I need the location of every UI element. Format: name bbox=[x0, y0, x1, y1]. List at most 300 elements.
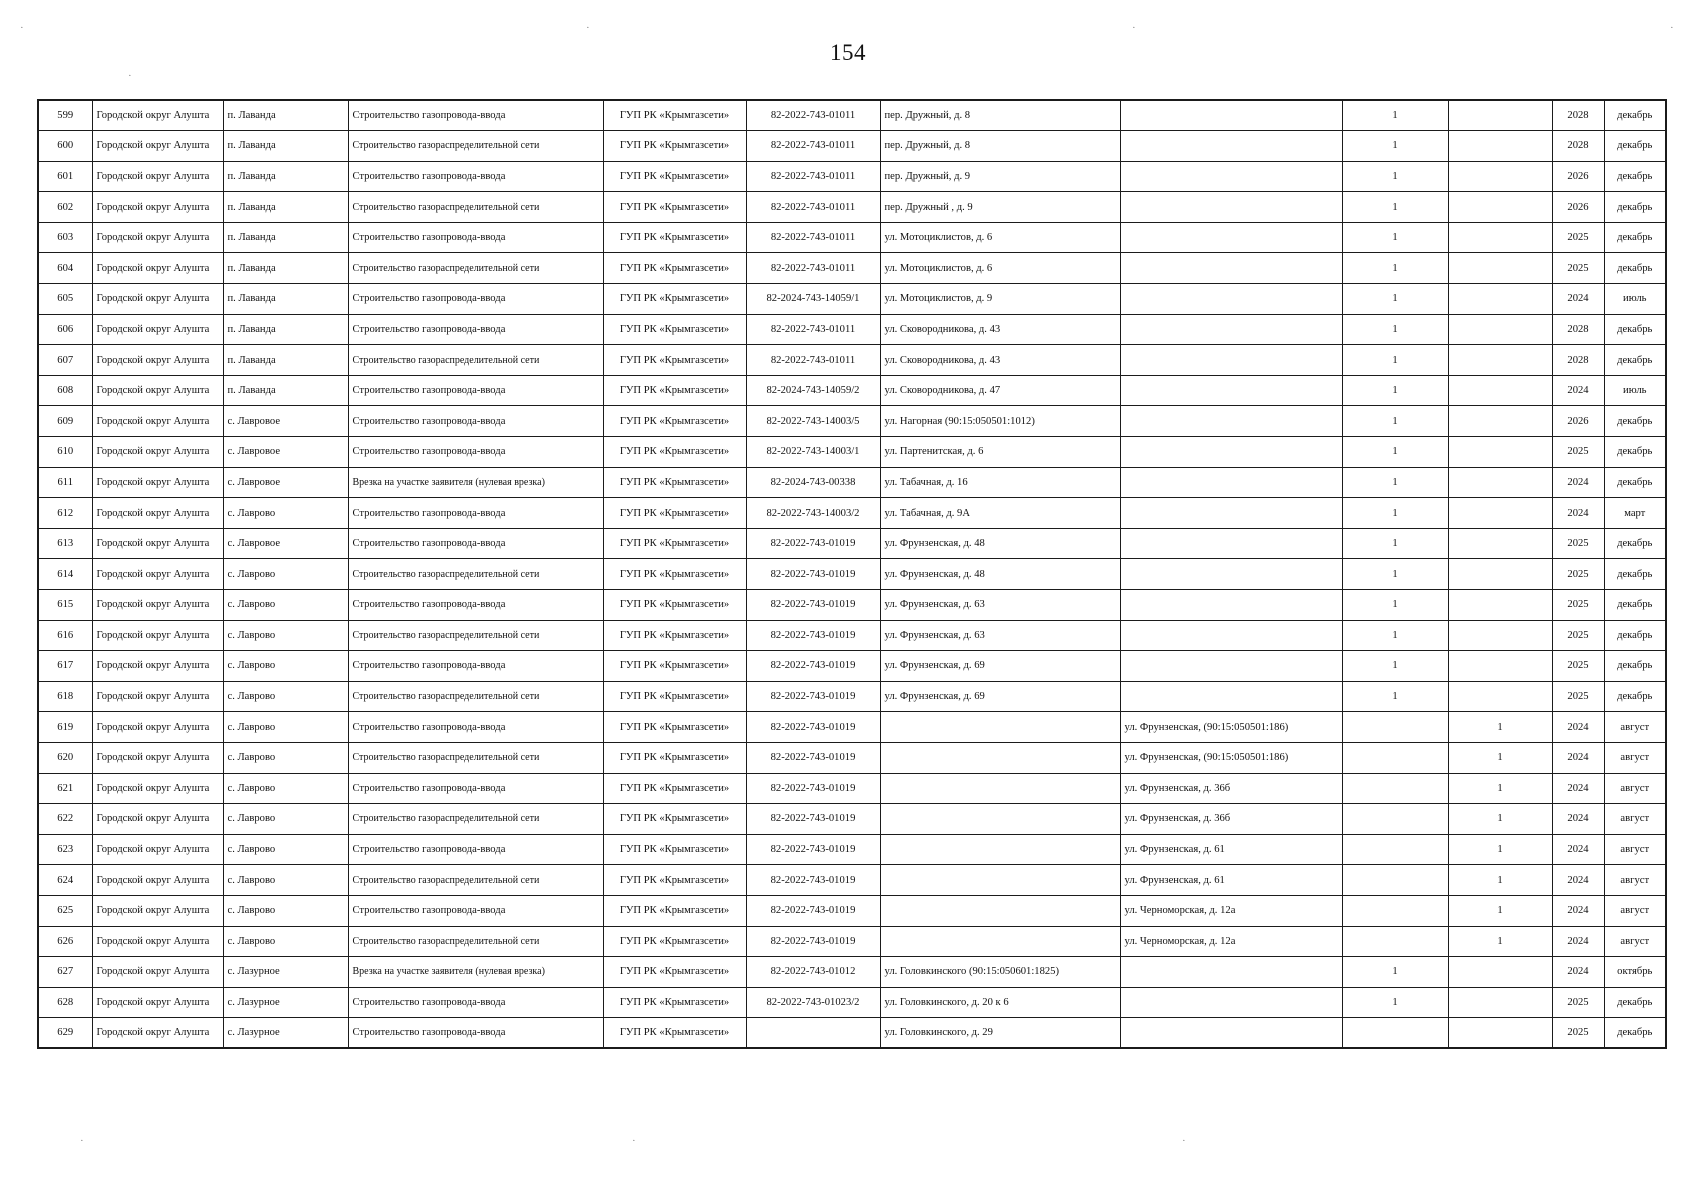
object-address-alt-cell: ул. Фрунзенская, д. 61 bbox=[1120, 834, 1342, 865]
quantity-cell: 1 bbox=[1342, 528, 1448, 559]
gas-operator-cell: ГУП РК «Крымгазсети» bbox=[603, 192, 746, 223]
application-number-cell bbox=[746, 1018, 880, 1049]
quantity-cell bbox=[1342, 712, 1448, 743]
work-type-cell: Строительство газопровода-ввода bbox=[348, 314, 603, 345]
quantity-cell: 1 bbox=[1342, 314, 1448, 345]
month-cell: декабрь bbox=[1604, 192, 1666, 223]
application-number-cell: 82-2022-743-01019 bbox=[746, 804, 880, 835]
district-cell: Городской округ Алушта bbox=[92, 590, 223, 621]
row-number-cell: 615 bbox=[38, 590, 92, 621]
gas-operator-cell: ГУП РК «Крымгазсети» bbox=[603, 957, 746, 988]
settlement-cell: п. Лаванда bbox=[223, 222, 348, 253]
work-type-cell: Строительство газопровода-ввода bbox=[348, 437, 603, 468]
year-cell: 2025 bbox=[1552, 651, 1604, 682]
scan-speck: · bbox=[1670, 22, 1674, 34]
table-row bbox=[38, 620, 1666, 651]
settlement-cell: с. Лавровое bbox=[223, 437, 348, 468]
work-type-cell: Строительство газопровода-ввода bbox=[348, 834, 603, 865]
month-cell: декабрь bbox=[1604, 406, 1666, 437]
table-row bbox=[38, 161, 1666, 192]
table-row bbox=[38, 804, 1666, 835]
gas-operator-cell: ГУП РК «Крымгазсети» bbox=[603, 100, 746, 131]
year-cell: 2028 bbox=[1552, 131, 1604, 162]
quantity-cell: 1 bbox=[1342, 222, 1448, 253]
year-cell: 2024 bbox=[1552, 804, 1604, 835]
district-cell: Городской округ Алушта bbox=[92, 559, 223, 590]
month-cell: декабрь bbox=[1604, 467, 1666, 498]
month-cell: декабрь bbox=[1604, 314, 1666, 345]
object-address-cell: пер. Дружный, д. 8 bbox=[880, 100, 1120, 131]
quantity-alt-cell: 1 bbox=[1448, 804, 1552, 835]
gas-operator-cell: ГУП РК «Крымгазсети» bbox=[603, 284, 746, 315]
quantity-cell bbox=[1342, 1018, 1448, 1049]
object-address-cell: пер. Дружный, д. 8 bbox=[880, 131, 1120, 162]
quantity-alt-cell: 1 bbox=[1448, 865, 1552, 896]
gas-operator-cell: ГУП РК «Крымгазсети» bbox=[603, 222, 746, 253]
district-cell: Городской округ Алушта bbox=[92, 253, 223, 284]
object-address-cell: ул. Партенитская, д. 6 bbox=[880, 437, 1120, 468]
settlement-cell: с. Лазурное bbox=[223, 987, 348, 1018]
object-address-cell: ул. Нагорная (90:15:050501:1012) bbox=[880, 406, 1120, 437]
quantity-alt-cell bbox=[1448, 284, 1552, 315]
object-address-alt-cell: ул. Фрунзенская, (90:15:050501:186) bbox=[1120, 742, 1342, 773]
quantity-cell bbox=[1342, 834, 1448, 865]
object-address-alt-cell: ул. Фрунзенская, д. 36б bbox=[1120, 773, 1342, 804]
application-number-cell: 82-2022-743-14003/1 bbox=[746, 437, 880, 468]
gas-operator-cell: ГУП РК «Крымгазсети» bbox=[603, 681, 746, 712]
year-cell: 2024 bbox=[1552, 865, 1604, 896]
year-cell: 2028 bbox=[1552, 100, 1604, 131]
district-cell: Городской округ Алушта bbox=[92, 681, 223, 712]
district-cell: Городской округ Алушта bbox=[92, 192, 223, 223]
settlement-cell: с. Лаврово bbox=[223, 865, 348, 896]
object-address-cell: ул. Фрунзенская, д. 69 bbox=[880, 681, 1120, 712]
row-number-cell: 625 bbox=[38, 895, 92, 926]
application-number-cell: 82-2022-743-01011 bbox=[746, 314, 880, 345]
work-type-cell: Строительство газопровода-ввода bbox=[348, 987, 603, 1018]
object-address-alt-cell bbox=[1120, 100, 1342, 131]
scan-speck: · bbox=[80, 1135, 84, 1147]
settlement-cell: п. Лаванда bbox=[223, 161, 348, 192]
gas-operator-cell: ГУП РК «Крымгазсети» bbox=[603, 804, 746, 835]
application-number-cell: 82-2022-743-01019 bbox=[746, 834, 880, 865]
row-number-cell: 609 bbox=[38, 406, 92, 437]
object-address-cell: ул. Сковородникова, д. 43 bbox=[880, 314, 1120, 345]
gas-operator-cell: ГУП РК «Крымгазсети» bbox=[603, 1018, 746, 1049]
quantity-alt-cell bbox=[1448, 253, 1552, 284]
district-cell: Городской округ Алушта bbox=[92, 895, 223, 926]
application-number-cell: 82-2022-743-01019 bbox=[746, 773, 880, 804]
row-number-cell: 612 bbox=[38, 498, 92, 529]
scan-speck: · bbox=[20, 22, 24, 34]
object-address-cell bbox=[880, 773, 1120, 804]
application-number-cell: 82-2022-743-01019 bbox=[746, 651, 880, 682]
object-address-cell: ул. Табачная, д. 9А bbox=[880, 498, 1120, 529]
quantity-alt-cell bbox=[1448, 987, 1552, 1018]
gas-operator-cell: ГУП РК «Крымгазсети» bbox=[603, 620, 746, 651]
object-address-cell bbox=[880, 742, 1120, 773]
work-type-cell: Строительство газораспределительной сети bbox=[348, 926, 603, 957]
application-number-cell: 82-2022-743-14003/5 bbox=[746, 406, 880, 437]
object-address-cell: ул. Фрунзенская, д. 48 bbox=[880, 528, 1120, 559]
year-cell: 2025 bbox=[1552, 437, 1604, 468]
quantity-alt-cell bbox=[1448, 437, 1552, 468]
table-row bbox=[38, 222, 1666, 253]
application-number-cell: 82-2022-743-01011 bbox=[746, 253, 880, 284]
year-cell: 2028 bbox=[1552, 345, 1604, 376]
object-address-alt-cell bbox=[1120, 161, 1342, 192]
year-cell: 2024 bbox=[1552, 712, 1604, 743]
year-cell: 2028 bbox=[1552, 314, 1604, 345]
application-number-cell: 82-2022-743-01019 bbox=[746, 559, 880, 590]
table-row bbox=[38, 865, 1666, 896]
work-type-cell: Строительство газопровода-ввода bbox=[348, 222, 603, 253]
row-number-cell: 601 bbox=[38, 161, 92, 192]
object-address-cell: пер. Дружный, д. 9 bbox=[880, 161, 1120, 192]
gas-operator-cell: ГУП РК «Крымгазсети» bbox=[603, 498, 746, 529]
settlement-cell: с. Лаврово bbox=[223, 773, 348, 804]
row-number-cell: 628 bbox=[38, 987, 92, 1018]
settlement-cell: с. Лазурное bbox=[223, 1018, 348, 1049]
object-address-alt-cell: ул. Фрунзенская, д. 36б bbox=[1120, 804, 1342, 835]
district-cell: Городской округ Алушта bbox=[92, 222, 223, 253]
district-cell: Городской округ Алушта bbox=[92, 957, 223, 988]
settlement-cell: с. Лаврово bbox=[223, 559, 348, 590]
settlement-cell: с. Лаврово bbox=[223, 620, 348, 651]
object-address-cell: ул. Фрунзенская, д. 63 bbox=[880, 590, 1120, 621]
work-type-cell: Строительство газораспределительной сети bbox=[348, 345, 603, 376]
table-row bbox=[38, 131, 1666, 162]
application-number-cell: 82-2022-743-01019 bbox=[746, 590, 880, 621]
settlement-cell: с. Лавровое bbox=[223, 528, 348, 559]
work-type-cell: Строительство газораспределительной сети bbox=[348, 192, 603, 223]
object-address-alt-cell bbox=[1120, 559, 1342, 590]
table-row bbox=[38, 253, 1666, 284]
work-type-cell: Строительство газопровода-ввода bbox=[348, 773, 603, 804]
object-address-cell: ул. Головкинского, д. 29 bbox=[880, 1018, 1120, 1049]
work-type-cell: Строительство газопровода-ввода bbox=[348, 895, 603, 926]
month-cell: март bbox=[1604, 498, 1666, 529]
table-row bbox=[38, 100, 1666, 131]
scan-speck: · bbox=[1132, 22, 1136, 34]
quantity-alt-cell bbox=[1448, 100, 1552, 131]
table-row bbox=[38, 467, 1666, 498]
object-address-cell: ул. Мотоциклистов, д. 6 bbox=[880, 253, 1120, 284]
district-cell: Городской округ Алушта bbox=[92, 345, 223, 376]
quantity-cell: 1 bbox=[1342, 437, 1448, 468]
quantity-alt-cell: 1 bbox=[1448, 834, 1552, 865]
work-type-cell: Строительство газораспределительной сети bbox=[348, 804, 603, 835]
quantity-cell: 1 bbox=[1342, 161, 1448, 192]
district-cell: Городской округ Алушта bbox=[92, 865, 223, 896]
gas-operator-cell: ГУП РК «Крымгазсети» bbox=[603, 651, 746, 682]
work-type-cell: Строительство газопровода-ввода bbox=[348, 284, 603, 315]
object-address-alt-cell bbox=[1120, 406, 1342, 437]
object-address-cell bbox=[880, 865, 1120, 896]
application-number-cell: 82-2022-743-01011 bbox=[746, 161, 880, 192]
settlement-cell: п. Лаванда bbox=[223, 345, 348, 376]
year-cell: 2024 bbox=[1552, 467, 1604, 498]
table-row bbox=[38, 437, 1666, 468]
object-address-cell: ул. Сковородникова, д. 47 bbox=[880, 375, 1120, 406]
row-number-cell: 617 bbox=[38, 651, 92, 682]
row-number-cell: 626 bbox=[38, 926, 92, 957]
quantity-alt-cell bbox=[1448, 681, 1552, 712]
table-row bbox=[38, 742, 1666, 773]
application-number-cell: 82-2022-743-01011 bbox=[746, 100, 880, 131]
object-address-cell bbox=[880, 712, 1120, 743]
month-cell: декабрь bbox=[1604, 1018, 1666, 1049]
object-address-alt-cell bbox=[1120, 987, 1342, 1018]
settlement-cell: с. Лаврово bbox=[223, 712, 348, 743]
month-cell: декабрь bbox=[1604, 131, 1666, 162]
row-number-cell: 629 bbox=[38, 1018, 92, 1049]
row-number-cell: 619 bbox=[38, 712, 92, 743]
object-address-alt-cell bbox=[1120, 437, 1342, 468]
object-address-cell: ул. Головкинского (90:15:050601:1825) bbox=[880, 957, 1120, 988]
district-cell: Городской округ Алушта bbox=[92, 834, 223, 865]
table-row bbox=[38, 773, 1666, 804]
object-address-alt-cell bbox=[1120, 498, 1342, 529]
gas-operator-cell: ГУП РК «Крымгазсети» bbox=[603, 467, 746, 498]
object-address-alt-cell bbox=[1120, 375, 1342, 406]
table-row bbox=[38, 834, 1666, 865]
gas-operator-cell: ГУП РК «Крымгазсети» bbox=[603, 987, 746, 1018]
year-cell: 2024 bbox=[1552, 957, 1604, 988]
table-row bbox=[38, 681, 1666, 712]
month-cell: август bbox=[1604, 926, 1666, 957]
application-number-cell: 82-2024-743-00338 bbox=[746, 467, 880, 498]
district-cell: Городской округ Алушта bbox=[92, 620, 223, 651]
quantity-cell: 1 bbox=[1342, 406, 1448, 437]
quantity-alt-cell bbox=[1448, 161, 1552, 192]
quantity-alt-cell bbox=[1448, 467, 1552, 498]
row-number-cell: 603 bbox=[38, 222, 92, 253]
gas-operator-cell: ГУП РК «Крымгазсети» bbox=[603, 437, 746, 468]
row-number-cell: 610 bbox=[38, 437, 92, 468]
quantity-cell bbox=[1342, 742, 1448, 773]
object-address-alt-cell: ул. Черноморская, д. 12а bbox=[1120, 926, 1342, 957]
gas-operator-cell: ГУП РК «Крымгазсети» bbox=[603, 712, 746, 743]
object-address-alt-cell bbox=[1120, 192, 1342, 223]
object-address-alt-cell bbox=[1120, 222, 1342, 253]
quantity-cell: 1 bbox=[1342, 681, 1448, 712]
year-cell: 2026 bbox=[1552, 406, 1604, 437]
district-cell: Городской округ Алушта bbox=[92, 284, 223, 315]
row-number-cell: 605 bbox=[38, 284, 92, 315]
year-cell: 2024 bbox=[1552, 895, 1604, 926]
quantity-cell: 1 bbox=[1342, 559, 1448, 590]
year-cell: 2026 bbox=[1552, 192, 1604, 223]
quantity-cell: 1 bbox=[1342, 253, 1448, 284]
district-cell: Городской округ Алушта bbox=[92, 926, 223, 957]
year-cell: 2025 bbox=[1552, 528, 1604, 559]
year-cell: 2025 bbox=[1552, 559, 1604, 590]
row-number-cell: 604 bbox=[38, 253, 92, 284]
quantity-cell: 1 bbox=[1342, 987, 1448, 1018]
month-cell: август bbox=[1604, 804, 1666, 835]
application-number-cell: 82-2022-743-01019 bbox=[746, 620, 880, 651]
quantity-alt-cell bbox=[1448, 590, 1552, 621]
district-cell: Городской округ Алушта bbox=[92, 1018, 223, 1049]
scan-speck: · bbox=[632, 1135, 636, 1147]
object-address-alt-cell bbox=[1120, 620, 1342, 651]
gas-operator-cell: ГУП РК «Крымгазсети» bbox=[603, 895, 746, 926]
object-address-cell: ул. Мотоциклистов, д. 9 bbox=[880, 284, 1120, 315]
row-number-cell: 624 bbox=[38, 865, 92, 896]
work-type-cell: Строительство газораспределительной сети bbox=[348, 559, 603, 590]
gas-operator-cell: ГУП РК «Крымгазсети» bbox=[603, 865, 746, 896]
application-number-cell: 82-2022-743-01023/2 bbox=[746, 987, 880, 1018]
object-address-alt-cell bbox=[1120, 467, 1342, 498]
settlement-cell: с. Лавровое bbox=[223, 467, 348, 498]
quantity-cell: 1 bbox=[1342, 131, 1448, 162]
year-cell: 2025 bbox=[1552, 1018, 1604, 1049]
table-row bbox=[38, 284, 1666, 315]
settlement-cell: с. Лаврово bbox=[223, 651, 348, 682]
work-type-cell: Строительство газопровода-ввода bbox=[348, 528, 603, 559]
month-cell: август bbox=[1604, 742, 1666, 773]
work-type-cell: Строительство газопровода-ввода bbox=[348, 498, 603, 529]
year-cell: 2024 bbox=[1552, 375, 1604, 406]
month-cell: июль bbox=[1604, 284, 1666, 315]
table-row bbox=[38, 651, 1666, 682]
year-cell: 2025 bbox=[1552, 620, 1604, 651]
settlement-cell: с. Лаврово bbox=[223, 926, 348, 957]
application-number-cell: 82-2022-743-01019 bbox=[746, 926, 880, 957]
application-number-cell: 82-2022-743-01019 bbox=[746, 895, 880, 926]
application-number-cell: 82-2022-743-01019 bbox=[746, 742, 880, 773]
application-number-cell: 82-2022-743-01012 bbox=[746, 957, 880, 988]
row-number-cell: 611 bbox=[38, 467, 92, 498]
quantity-alt-cell bbox=[1448, 314, 1552, 345]
scan-speck: · bbox=[128, 70, 132, 82]
quantity-alt-cell bbox=[1448, 375, 1552, 406]
row-number-cell: 614 bbox=[38, 559, 92, 590]
gas-operator-cell: ГУП РК «Крымгазсети» bbox=[603, 834, 746, 865]
district-cell: Городской округ Алушта bbox=[92, 773, 223, 804]
month-cell: декабрь bbox=[1604, 100, 1666, 131]
settlement-cell: с. Лаврово bbox=[223, 681, 348, 712]
settlement-cell: с. Лаврово bbox=[223, 804, 348, 835]
quantity-cell: 1 bbox=[1342, 620, 1448, 651]
application-number-cell: 82-2022-743-01011 bbox=[746, 192, 880, 223]
district-cell: Городской округ Алушта bbox=[92, 498, 223, 529]
quantity-cell: 1 bbox=[1342, 957, 1448, 988]
gas-operator-cell: ГУП РК «Крымгазсети» bbox=[603, 161, 746, 192]
settlement-cell: с. Лаврово bbox=[223, 895, 348, 926]
row-number-cell: 623 bbox=[38, 834, 92, 865]
district-cell: Городской округ Алушта bbox=[92, 437, 223, 468]
district-cell: Городской округ Алушта bbox=[92, 406, 223, 437]
settlement-cell: с. Лаврово bbox=[223, 498, 348, 529]
settlement-cell: с. Лаврово bbox=[223, 834, 348, 865]
quantity-cell: 1 bbox=[1342, 467, 1448, 498]
object-address-alt-cell: ул. Фрунзенская, д. 61 bbox=[1120, 865, 1342, 896]
row-number-cell: 606 bbox=[38, 314, 92, 345]
year-cell: 2025 bbox=[1552, 987, 1604, 1018]
row-number-cell: 613 bbox=[38, 528, 92, 559]
settlement-cell: п. Лаванда bbox=[223, 192, 348, 223]
settlement-cell: с. Лаврово bbox=[223, 590, 348, 621]
object-address-alt-cell bbox=[1120, 131, 1342, 162]
gas-operator-cell: ГУП РК «Крымгазсети» bbox=[603, 590, 746, 621]
object-address-alt-cell bbox=[1120, 528, 1342, 559]
table-row bbox=[38, 895, 1666, 926]
quantity-cell bbox=[1342, 865, 1448, 896]
application-number-cell: 82-2022-743-01019 bbox=[746, 528, 880, 559]
object-address-alt-cell bbox=[1120, 284, 1342, 315]
gasification-registry-table bbox=[37, 99, 1667, 1049]
quantity-cell bbox=[1342, 926, 1448, 957]
scan-speck: · bbox=[1182, 1135, 1186, 1147]
object-address-cell: ул. Фрунзенская, д. 69 bbox=[880, 651, 1120, 682]
quantity-alt-cell bbox=[1448, 498, 1552, 529]
work-type-cell: Строительство газораспределительной сети bbox=[348, 681, 603, 712]
settlement-cell: п. Лаванда bbox=[223, 314, 348, 345]
month-cell: август bbox=[1604, 834, 1666, 865]
object-address-cell bbox=[880, 926, 1120, 957]
quantity-cell: 1 bbox=[1342, 284, 1448, 315]
table-row bbox=[38, 987, 1666, 1018]
month-cell: август bbox=[1604, 895, 1666, 926]
work-type-cell: Строительство газораспределительной сети bbox=[348, 865, 603, 896]
table-row bbox=[38, 559, 1666, 590]
quantity-alt-cell: 1 bbox=[1448, 742, 1552, 773]
row-number-cell: 608 bbox=[38, 375, 92, 406]
row-number-cell: 600 bbox=[38, 131, 92, 162]
month-cell: декабрь bbox=[1604, 559, 1666, 590]
row-number-cell: 616 bbox=[38, 620, 92, 651]
scan-speck: · bbox=[586, 22, 590, 34]
object-address-alt-cell: ул. Фрунзенская, (90:15:050501:186) bbox=[1120, 712, 1342, 743]
settlement-cell: с. Лавровое bbox=[223, 406, 348, 437]
quantity-alt-cell bbox=[1448, 559, 1552, 590]
district-cell: Городской округ Алушта bbox=[92, 651, 223, 682]
month-cell: октябрь bbox=[1604, 957, 1666, 988]
table-row bbox=[38, 1018, 1666, 1049]
work-type-cell: Строительство газораспределительной сети bbox=[348, 131, 603, 162]
application-number-cell: 82-2022-743-01019 bbox=[746, 865, 880, 896]
quantity-cell bbox=[1342, 773, 1448, 804]
object-address-cell bbox=[880, 834, 1120, 865]
quantity-alt-cell bbox=[1448, 1018, 1552, 1049]
work-type-cell: Строительство газопровода-ввода bbox=[348, 590, 603, 621]
quantity-alt-cell bbox=[1448, 222, 1552, 253]
object-address-alt-cell bbox=[1120, 345, 1342, 376]
settlement-cell: п. Лаванда bbox=[223, 284, 348, 315]
object-address-cell: ул. Фрунзенская, д. 63 bbox=[880, 620, 1120, 651]
year-cell: 2024 bbox=[1552, 926, 1604, 957]
district-cell: Городской округ Алушта bbox=[92, 314, 223, 345]
work-type-cell: Строительство газораспределительной сети bbox=[348, 253, 603, 284]
object-address-alt-cell bbox=[1120, 1018, 1342, 1049]
work-type-cell: Строительство газораспределительной сети bbox=[348, 620, 603, 651]
gas-operator-cell: ГУП РК «Крымгазсети» bbox=[603, 742, 746, 773]
quantity-alt-cell: 1 bbox=[1448, 712, 1552, 743]
row-number-cell: 607 bbox=[38, 345, 92, 376]
year-cell: 2025 bbox=[1552, 590, 1604, 621]
month-cell: декабрь bbox=[1604, 222, 1666, 253]
object-address-cell bbox=[880, 804, 1120, 835]
object-address-alt-cell bbox=[1120, 651, 1342, 682]
district-cell: Городской округ Алушта bbox=[92, 131, 223, 162]
quantity-cell: 1 bbox=[1342, 192, 1448, 223]
application-number-cell: 82-2024-743-14059/1 bbox=[746, 284, 880, 315]
application-number-cell: 82-2022-743-01019 bbox=[746, 681, 880, 712]
quantity-alt-cell bbox=[1448, 406, 1552, 437]
work-type-cell: Врезка на участке заявителя (нулевая врезка) bbox=[348, 957, 603, 988]
